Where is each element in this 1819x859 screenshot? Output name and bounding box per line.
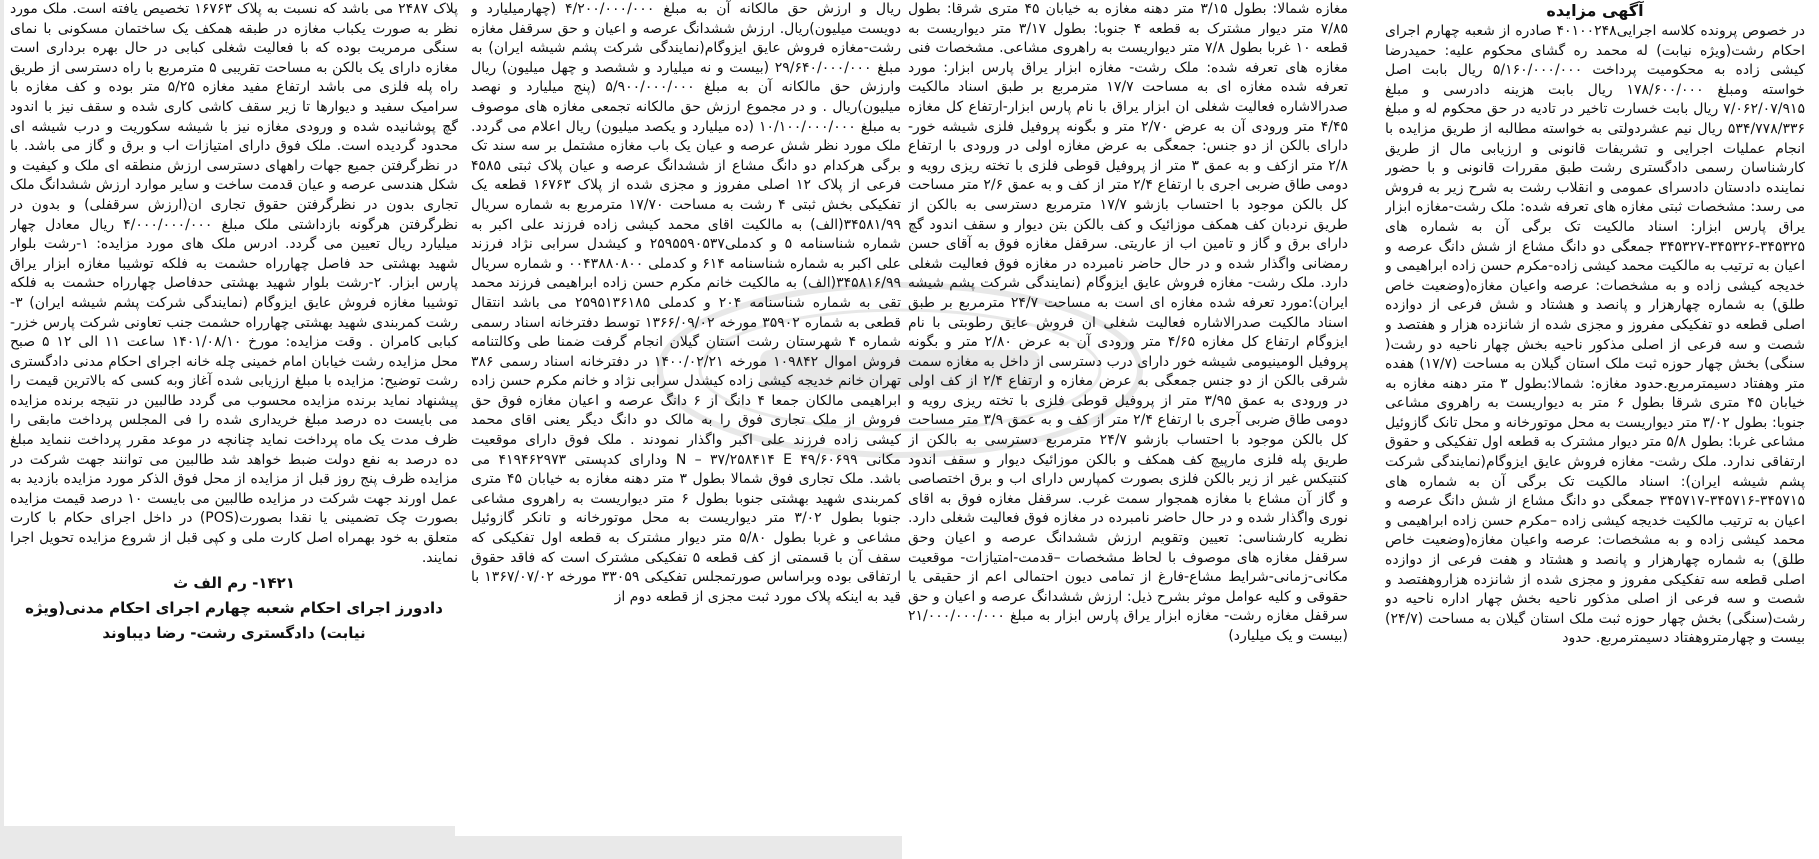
notice-column-1 xyxy=(1385,0,1805,855)
notice-reference-code: ۱۴۲۱- رم الف ث xyxy=(173,574,295,593)
notice-column-4 xyxy=(10,0,458,815)
notice-body-part-3: ریال و ارزش حق مالکانه آن به مبلغ ۴/۲۰۰/۰۰۰/۰۰۰ (چهارمیلیارد و دویست میلیون)ریال. ارزش ششدانگ عرصه و اعیان و حق سرقفل مغازه رشت-مغازه فروش عایق ایزوگام(نمایندگی شرکت پشم شیشه ایران) به مبلغ ۲۹/۶۴۰/۰۰۰/۰۰۰ (بیست و نه میلیارد و ششصد و چهل میلیون) ریال وارزش حق مالکانه آن به مبلغ ۵/۹۰۰/۰۰۰/۰۰۰ (پنج میلیارد و نهصد میلیون)ریال . و در مجموع ارزش حق مالکانه تجمعی مغازه های موصوف به مبلغ ۱۰/۱۰۰/۰۰۰/۰۰۰ (ده میلیارد و یکصد میلیون) ریال اعلام می گردد. ملک مورد نظر شش عرصه و عیان یک باب مغازه مشتمل بر سه سند تک برگی هرکدام دو دانگ مشاع از ششدانگ عرصه و عیان پلاک ثبتی ۴۵۸۵ فرعی از پلاک ۱۲ اصلی مفروز و مجزی شده از پلاک ۱۶۷۶۳ قطعه یک تفکیکی بخش ثبتی ۴ رشت به مساحت ۱۷/۷۰ مترمربع به شماره سریال ۳۴۵۸۱/۹۹(الف) به مالکیت اقای محمد کیشی زاده فرزند علی اکبر به شماره شناسنامه ۵ و کدملی۲۵۹۵۵۹۰۵۳۷ و کیشدل سرابی نژاد فرزند علی اکبر به شماره شناسنامه ۶۱۴ و کدملی ۰۰۴۳۸۸۰۸۰۰ و شماره سریال ۳۴۵۸۱۶/۹۹(الف) به مالکیت خانم مکرم حسن زاده ابراهیمی فرزند محمد تقی به شماره شناسنامه ۲۰۴ و کدملی ۲۵۹۵۱۳۶۱۸۵ می باشد انتقال قطعی به شماره ۳۵۹۰۲ مورخه ۱۳۶۶/۰۹/۰۲ توسط دفترخانه اسناد رسمی شماره ۴ شهرستان رشت استان گیلان انجام گرفت ضمنا طی وکالتنامه فروش اموال ۱۰۹۸۴۲ مورخه ۱۴۰۰/۰۲/۲۱ در دفترخانه اسناد رسمی ۳۸۶ تهران خانم خدیجه کیشی زاده کیشدل سرابی نژاد و خانم مکرم حسن زاده ابراهیمی مالکان جمعا ۴ دانگ از ۶ دانگ عرصه و اعیان مغازه فوق حق فروش از ملک تجاری فوق را به مالک دو دانگ دیگر یعنی اقای محمد کیشی زاده فرزند علی اکبر واگذار نمودند . ملک فوق دارای موقعیت مکانی N – ۳۷/۲۵۸۴۱۴ E ۴۹/۶۰۶۹۹ ودارای کدپستی ۴۱۹۴۶۲۹۷۳ می باشد. ملک تجاری فوق شمالا بطول ۳ متر دهنه مغازه به خیابان ۴۵ متری کمربندی شهید بهشتی جنوبا بطول ۶ متر دیواریست به راهروی مشاعی جنوبا بطول ۳/۰۲ متر دیواریست به محل موتورخانه و تانکر گازوئیل مشاعی و غربا بطول ۵/۸۰ متر دیوار مشترک به قطعه اول تفکیکی که سقف آن با قسمتی از کف قطعه ۵ تفکیکی مشترک است که فاقد حقوق ارتفاقی بوده وبراساس صورتمجلس تفکیکی ۳۳۰۵۹ مورخه ۱۳۶۷/۰۷/۰۲ با قید به اینکه پلاک مورد ثبت مجزی از قطعه دوم از xyxy=(471,1,901,605)
notice-title: آگهی مزایده xyxy=(1546,1,1644,20)
signature-line-1: دادورز اجرای احکام شعبه چهارم اجرای احکام مدنی(ویژه xyxy=(25,598,443,617)
notice-column-3 xyxy=(471,0,901,825)
notice-body-part-1: در خصوص پرونده کلاسه اجرایی۴۰۱۰۰۲۴۸ صادره از شعبه چهارم اجرای احکام رشت(ویژه نیابت) له محمد ره گشای محکوم علیه: حمیدرضا کیشی زاده به محکومیت پرداخت ۵/۱۶۰/۰۰۰/۰۰۰ ریال بابت اصل خواسته ومبلغ ۱۷۸/۶۰۰/۰۰۰ ریال بابت هزینه دادرسی و مبلغ ۷/۰۶۲/۰۷/۹۱۵ ریال بابت خسارت تاخیر در تادیه در حق محکوم له و مبلغ ۵۳۴/۷۷۸/۳۳۶ ریال نیم عشردولتی به خواسته مطالبه از طریق مزایده با انجام عملیات اجرایی و تشریفات قانونی و ارزیابی مال از طریق کارشناسان رسمی دادگستری رشت طبق مقررات قانونی و با حضور نماینده دادستان دادسرای عمومی و انقلاب رشت به شرح زیر به فروش می رسد: مشخصات ثبتی مغازه های تعرفه شده: ملک رشت-مغازه ابزار یراق پارس ابزار: اسناد مالکیت تک برگی آن به شماره های ۳۴۵۳۲۵-۳۴۵۳۲۶-۳۴۵۳۲۷ جمعگی دو دانگ مشاع از شش دانگ عرصه و اعیان به ترتیب به مالکیت محمد کیشی زاده-مکرم حسن زاده ابراهیمی و خدیجه کیشی زاده و به مشخصات: عرصه واعیان مغازه(وضعیت خاص طلق) به شماره چهارهزار و پانصد و هشتاد و شش فرعی از دوازده اصلی قطعه دو تفکیکی مفروز و مجزی شده از شانزده هزار و هفتصد و شصت و سه فرعی از اصلی مذکور ناحیه بخش چهار ناحیه دو رشت( سنگی) بخش چهار حوزه ثبت ملک استان گیلان به مساحت (۱۷/۷) هفده متر وهفتاد دسیمترمربع.حدود مغازه: شمالا:بطول ۳ متر دهنه مغازه به خیابان ۴۵ متری شرقا بطول ۶ متر به دیواریست به راهروی مشاعی جنوبا: بطول ۳/۰۲ متر دیواریست به محل موتورخانه و محل تانک گازوئیل مشاعی غربا: بطول ۵/۸ متر دیوار مشترک به قطعه اول تفکیکی و حقوق ارتفاقی ندارد. ملک رشت- مغازه فروش عایق ایزوگام(نمایندگی شرکت پشم شیشه ایران): اسناد مالکیت تک برگی آن به شماره های ۳۴۵۷۱۵-۳۴۵۷۱۶-۳۴۵۷۱۷ جمعگی دو دانگ مشاع از شش دانگ عرصه و اعیان به ترتیب مالکیت خدیجه کیشی زاده –مکرم حسن زاده ابراهیمی و محمد کیشی زاده و به مشخصات: عرصه واعیان مغازه(وضعیت خاص طلق) به شماره چهارهزار و پانصد و هشتاد و هفت فرعی از دوازده اصلی قطعه سه تفکیکی مفروز و مجزی شده از شانزده هزاروهفتصد و شصت و سه فرعی از اصلی مذکور ناحیه بخش چهار اداره ناحیه دو رشت(سنگی) بخش چهار حوزه ثبت ملک استان گیلان به مساحت (۲۴/۷) بیست و چهارمتروهفتاد دسیمترمربع. حدود xyxy=(1385,23,1805,647)
notice-body-part-2: مغازه شمالا: بطول ۳/۱۵ متر دهنه مغازه به خیابان ۴۵ متری شرقا: بطول ۷/۸۵ متر دیوار مشترک به قطعه ۴ جنوبا: بطول ۳/۱۷ متر دیواریست به قطعه ۱۰ غربا بطول ۷/۸ متر دیواریست به راهروی مشاعی. مشخصات فنی مغازه های تعرفه شده: ملک رشت- مغازه ابزار یراق پارس ابزار: مورد تعرفه شده مغازه ای به مساحت ۱۷/۷ مترمربع بر طبق اسناد مالکیت صدرالاشاره فعالیت شغلی ان ابزار یراق با نام پارس ابزار-ارتفاع کل مغازه ۴/۴۵ متر ورودی آن به عرض ۲/۷۰ متر و بگونه پروفیل فلزی شیشه خور-دارای بالکن از دو جنس: جمعگی به عرض مغازه اولی در ورودی با ارتفاع ۲/۸ متر ازکف و به عمق ۳ متر از پروفیل قوطی فلزی با تخته ریزی رویه و دومی طاق ضربی اجری با ارتفاع ۲/۴ متر از کف و به عمق ۲/۶ متر مساحت کل بالکن موجود با احتساب بازشو ۱۷/۷ مترمربع دسترسی به بالکن از طریق نردبان کف همکف موزائیک و کف بالکن بتن دیوار و سقف اندود گچ دارای برق و گاز و تامین اب از عاریتی. سرقفل مغازه فوق به آقای حسن رمضانی واگذار شده و در حال حاضر نامبرده در مغازه فوق فعالیت شغلی دارد. ملک رشت- مغازه فروش عایق ایزوگام (نمایندگی شرکت پشم شیشه ایران):مورد تعرفه شده مغازه ای است به مساحت ۲۴/۷ مترمربع بر طبق اسناد مالکیت صدرالاشاره فعالیت شغلی ان فروش عایق رطوبتی با نام ایزوگام ارتفاع کل مغازه ۴/۶۵ متر ورودی آن به عرض ۲/۸۰ متر و بگونه پروفیل الومینیومی شیشه خور دارای درب دسترسی از داخل به مغازه سمت شرقی بالکن از دو جنس جمعگی به عرض مغازه و ارتفاع ۲/۴ از کف اولی در ورودی به عمق ۳/۹۵ متر از پروفیل قوطی فلزی با تخته ریزی رویه و دومی طاق ضربی آجری با ارتفاع ۲/۴ متر از کف و به عمق ۳/۹ متر مساحت کل بالکن موجود با احتساب بازشو ۲۴/۷ مترمربع دسترسی به بالکن از طریق پله فلزی مارپیچ کف همکف و بالکن موزائیک دیوار و سقف اندود کنتیکس غیر از زیر بالکن فلزی بصورت کمپارس دارای اب و برق اختصاصی و گاز آن مشاع با مغازه همجوار سمت غرب. سرقفل مغازه فوق به اقای نوری واگذار شده و در حال حاضر نامبرده در مغازه فوق فعالیت شغلی دارد. نظریه کارشناسی: تعیین وتقویم ارزش ششدانگ عرصه و اعیان وحق سرقفل مغازه های موصوف با لحاظ مشخصات –قدمت-امتیازات- موقعیت مکانی-زمانی-شرایط مشاع-فارغ از تمامی دیون احتمالی اعم از حقیقی یا حقوقی و کلیه عوامل موثر بشرح ذیل: ارزش ششدانگ عرصه و اعیان و حق سرقفل مغازه رشت- مغازه ابزار یراق پارس ابزار به مبلغ ۲۱/۰۰۰/۰۰۰/۰۰۰ (بیست و یک میلیارد) xyxy=(908,1,1348,644)
signature-line-2: نیابت) دادگستری رشت- رضا دیباوند xyxy=(102,623,366,642)
notice-column-2 xyxy=(908,0,1348,840)
notice-body-part-4: پلاک ۲۴۸۷ می باشد که نسبت به پلاک ۱۶۷۶۳ تخصیص یافته است. ملک مورد نظر به صورت یکباب مغازه در طبقه همکف یک ساختمان مسکونی با نمای سنگی مرمریت بوده که با فعالیت شغلی کبابی در حال بهره برداری است مغازه دارای یک بالکن به مساحت تقریبی ۵ مترمربع با راه دسترسی از طریق راه پله فلزی می باشد ارتفاع مفید مغازه ۵/۲۵ متر بوده و کف مغازه با سرامیک سفید و دیوارها تا زیر سقف کاشی کاری شده و سقف نیز با اندود گچ پوشانیده شده و ورودی مغازه نیز با شیشه سکوریت و درب شیشه ای محدود گردیده است. ملک فوق دارای امتیازات اب و برق و گاز می باشد. با در نظرگرفتن جمیع جهات راههای دسترسی ارزش منطقه ای ملک و کیفیت و شکل هندسی عرصه و عیان قدمت ساخت و سایر موارد ارزش ششدانگ ملک تجاری بدون در نظرگرفتن حقوق تجاری ان(ارزش سرقفلی) و بدون در نظرگرفتن هرگونه بازداشتی ملک مبلغ ۴/۰۰۰/۰۰۰/۰۰۰ ریال معادل چهار میلیارد ریال تعیین می گردد. ادرس ملک های مورد مزایده: ۱-رشت بلوار شهید بهشتی حد فاصل چهارراه حشمت به فلکه توشیبا مغازه ابزار یراق پارس ابزار. ۲-رشت بلوار شهید بهشتی حدفاصل چهارراه حشمت به فلکه توشیبا مغازه فروش عایق ایزوگام (نمایندگی شرکت پشم شیشه ایران) ۳-رشت کمربندی شهید بهشتی چهارراه حشمت جنب تعاونی شرکت پارس خزر-کبابی کامران . وقت مزایده: مورخ ۱۴۰۱/۰۸/۱۰ ساعت ۱۱ الی ۱۲ ۵ صبح محل مزایده رشت خیابان امام خمینی چله خانه اجرای احکام مدنی دادگستری رشت توضیح: مزایده با مبلغ ارزیابی شده آغاز وبه کسی که بالاترین قیمت را پیشنهاد نماید برنده مزایده محسوب می گردد طالبین در نتیجه برنده مزایده می بایست ده درصد مبلغ خریداری شده را فی المجلس پرداخت مابقی را ظرف مدت یک ماه پرداخت نماید چنانچه در موعد مقرر پرداخت ننماید مبلغ ده درصد به نفع دولت ضبط خواهد شد طالبین می توانند جهت شرکت در مزایده ظرف پنج روز قبل از مزایده از محل فوق الذکر مورد مزایده بازدید به عمل اورند جهت شرکت در مزایده طالبین می بایست ۱۰ درصد قیمت مزایده بصورت چک تضمینی یا نقدا بصورت(POS) در داخل اجرای حکام با کارت متعلق به خود بهمراه اصل کارت ملی و کپی قبل از شروع مزایده تحویل اجرا نمایند. xyxy=(10,1,458,566)
